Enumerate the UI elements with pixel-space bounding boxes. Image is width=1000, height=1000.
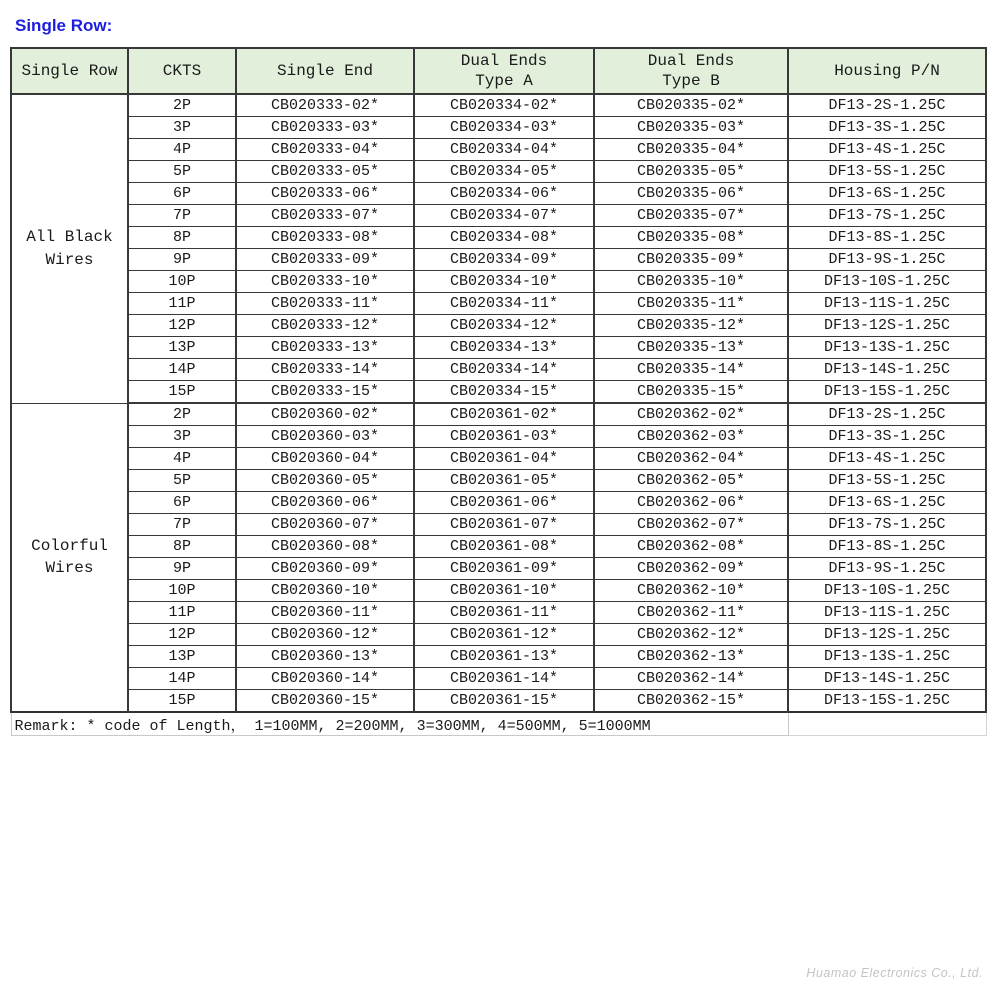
cell-dual-ends-type-b: CB020335-09* [594, 249, 788, 271]
col-header-single-end: Single End [236, 48, 414, 94]
table-row [11, 646, 986, 668]
table-row [11, 426, 986, 448]
cell-housing-pn: DF13-11S-1.25C [788, 293, 986, 315]
cell-housing-pn: DF13-10S-1.25C [788, 271, 986, 293]
table-row [11, 359, 986, 381]
cell-dual-ends-type-b: CB020362-09* [594, 558, 788, 580]
cell-dual-ends-type-b: CB020362-14* [594, 668, 788, 690]
cell-single-end: CB020333-08* [236, 227, 414, 249]
cell-housing-pn: DF13-4S-1.25C [788, 139, 986, 161]
section-label-line: Colorful [31, 536, 108, 555]
cell-housing-pn: DF13-13S-1.25C [788, 337, 986, 359]
cell-dual-ends-type-b: CB020335-12* [594, 315, 788, 337]
table-row [11, 536, 986, 558]
cell-ckts: 6P [128, 492, 236, 514]
cell-single-end: CB020333-11* [236, 293, 414, 315]
cell-housing-pn: DF13-12S-1.25C [788, 315, 986, 337]
cell-single-end: CB020333-13* [236, 337, 414, 359]
section-label-line: All Black [26, 228, 113, 247]
table-row [11, 558, 986, 580]
cell-ckts: 15P [128, 690, 236, 713]
cell-ckts: 14P [128, 359, 236, 381]
cell-single-end: CB020360-12* [236, 624, 414, 646]
table-row [11, 249, 986, 271]
cell-ckts: 10P [128, 580, 236, 602]
cell-dual-ends-type-a: CB020334-12* [414, 315, 594, 337]
remark-text: Remark: * code of Length， 1=100MM, 2=200MM, 3=300MM, 4=500MM, 5=1000MM [11, 712, 788, 736]
section-label-colorful-wires [11, 403, 128, 712]
cell-dual-ends-type-b: CB020362-11* [594, 602, 788, 624]
cell-dual-ends-type-b: CB020335-06* [594, 183, 788, 205]
cell-dual-ends-type-a: CB020361-09* [414, 558, 594, 580]
cell-single-end: CB020360-08* [236, 536, 414, 558]
col-header-line: Dual Ends [460, 52, 548, 70]
cell-single-end: CB020360-10* [236, 580, 414, 602]
cell-single-end: CB020333-06* [236, 183, 414, 205]
cell-dual-ends-type-b: CB020335-13* [594, 337, 788, 359]
table-row [11, 337, 986, 359]
cell-dual-ends-type-a: CB020361-04* [414, 448, 594, 470]
section-label-line: Wires [45, 559, 94, 578]
table-row [11, 580, 986, 602]
section-label-all-black-wires [11, 94, 128, 403]
cell-housing-pn: DF13-8S-1.25C [788, 536, 986, 558]
table-row [11, 271, 986, 293]
col-header-ckts: CKTS [128, 48, 236, 94]
cell-single-end: CB020360-04* [236, 448, 414, 470]
remark-row [11, 712, 986, 736]
cell-dual-ends-type-a: CB020361-03* [414, 426, 594, 448]
cell-ckts: 13P [128, 337, 236, 359]
cell-single-end: CB020333-09* [236, 249, 414, 271]
cell-dual-ends-type-b: CB020362-07* [594, 514, 788, 536]
cell-dual-ends-type-b: CB020335-11* [594, 293, 788, 315]
cell-dual-ends-type-b: CB020335-02* [594, 94, 788, 117]
cell-ckts: 7P [128, 205, 236, 227]
cell-housing-pn: DF13-8S-1.25C [788, 227, 986, 249]
cell-single-end: CB020333-02* [236, 94, 414, 117]
table-row [11, 470, 986, 492]
cell-ckts: 3P [128, 117, 236, 139]
cell-dual-ends-type-a: CB020334-11* [414, 293, 594, 315]
cell-ckts: 14P [128, 668, 236, 690]
cell-single-end: CB020333-14* [236, 359, 414, 381]
cell-dual-ends-type-a: CB020334-14* [414, 359, 594, 381]
cell-single-end: CB020360-03* [236, 426, 414, 448]
single-row-parts-table [10, 47, 987, 736]
cell-dual-ends-type-a: CB020334-09* [414, 249, 594, 271]
cell-ckts: 11P [128, 602, 236, 624]
cell-dual-ends-type-a: CB020361-02* [414, 403, 594, 426]
cell-dual-ends-type-b: CB020335-07* [594, 205, 788, 227]
cell-housing-pn: DF13-7S-1.25C [788, 205, 986, 227]
cell-single-end: CB020360-11* [236, 602, 414, 624]
company-watermark: Huamao Electronics Co., Ltd. [806, 966, 983, 980]
cell-ckts: 12P [128, 315, 236, 337]
cell-housing-pn: DF13-3S-1.25C [788, 117, 986, 139]
cell-dual-ends-type-b: CB020335-10* [594, 271, 788, 293]
cell-dual-ends-type-a: CB020334-08* [414, 227, 594, 249]
cell-dual-ends-type-b: CB020335-05* [594, 161, 788, 183]
col-header-dual-ends-type-a [414, 48, 594, 94]
cell-housing-pn: DF13-11S-1.25C [788, 602, 986, 624]
cell-dual-ends-type-a: CB020334-06* [414, 183, 594, 205]
cell-dual-ends-type-a: CB020334-04* [414, 139, 594, 161]
cell-ckts: 3P [128, 426, 236, 448]
table-row [11, 315, 986, 337]
cell-housing-pn: DF13-6S-1.25C [788, 492, 986, 514]
table-row [11, 293, 986, 315]
cell-ckts: 8P [128, 536, 236, 558]
cell-dual-ends-type-b: CB020362-04* [594, 448, 788, 470]
cell-dual-ends-type-a: CB020361-15* [414, 690, 594, 713]
cell-single-end: CB020360-07* [236, 514, 414, 536]
cell-dual-ends-type-a: CB020361-10* [414, 580, 594, 602]
cell-dual-ends-type-a: CB020334-15* [414, 381, 594, 404]
table-row [11, 403, 986, 426]
cell-dual-ends-type-b: CB020335-08* [594, 227, 788, 249]
cell-housing-pn: DF13-15S-1.25C [788, 381, 986, 404]
cell-single-end: CB020333-05* [236, 161, 414, 183]
cell-housing-pn: DF13-7S-1.25C [788, 514, 986, 536]
cell-housing-pn: DF13-5S-1.25C [788, 161, 986, 183]
cell-housing-pn: DF13-13S-1.25C [788, 646, 986, 668]
table-row [11, 624, 986, 646]
cell-housing-pn: DF13-3S-1.25C [788, 426, 986, 448]
col-header-line: Type B [662, 72, 720, 90]
cell-housing-pn: DF13-14S-1.25C [788, 359, 986, 381]
cell-single-end: CB020360-05* [236, 470, 414, 492]
cell-ckts: 15P [128, 381, 236, 404]
cell-ckts: 4P [128, 448, 236, 470]
table-row [11, 94, 986, 117]
cell-dual-ends-type-b: CB020362-03* [594, 426, 788, 448]
cell-ckts: 5P [128, 470, 236, 492]
cell-housing-pn: DF13-2S-1.25C [788, 94, 986, 117]
col-header-line: Type A [475, 72, 533, 90]
table-row [11, 205, 986, 227]
cell-single-end: CB020333-04* [236, 139, 414, 161]
table-row [11, 448, 986, 470]
cell-dual-ends-type-a: CB020334-03* [414, 117, 594, 139]
cell-ckts: 13P [128, 646, 236, 668]
table-row [11, 183, 986, 205]
table-row [11, 514, 986, 536]
cell-dual-ends-type-b: CB020362-05* [594, 470, 788, 492]
cell-dual-ends-type-a: CB020361-11* [414, 602, 594, 624]
cell-dual-ends-type-a: CB020334-05* [414, 161, 594, 183]
cell-dual-ends-type-a: CB020361-14* [414, 668, 594, 690]
cell-dual-ends-type-b: CB020362-06* [594, 492, 788, 514]
cell-dual-ends-type-a: CB020361-08* [414, 536, 594, 558]
cell-housing-pn: DF13-4S-1.25C [788, 448, 986, 470]
table-row [11, 161, 986, 183]
table-row [11, 668, 986, 690]
cell-dual-ends-type-b: CB020362-13* [594, 646, 788, 668]
cell-dual-ends-type-b: CB020362-02* [594, 403, 788, 426]
header-row [11, 48, 986, 94]
cell-dual-ends-type-b: CB020362-12* [594, 624, 788, 646]
cell-dual-ends-type-b: CB020362-08* [594, 536, 788, 558]
table-row [11, 381, 986, 404]
col-header-housing-pn: Housing P/N [788, 48, 986, 94]
cell-housing-pn: DF13-9S-1.25C [788, 249, 986, 271]
cell-single-end: CB020333-15* [236, 381, 414, 404]
table-row [11, 139, 986, 161]
cell-single-end: CB020360-14* [236, 668, 414, 690]
cell-ckts: 2P [128, 403, 236, 426]
cell-ckts: 6P [128, 183, 236, 205]
cell-dual-ends-type-b: CB020335-04* [594, 139, 788, 161]
cell-single-end: CB020360-09* [236, 558, 414, 580]
table-row [11, 227, 986, 249]
cell-dual-ends-type-b: CB020335-14* [594, 359, 788, 381]
cell-single-end: CB020360-06* [236, 492, 414, 514]
cell-ckts: 10P [128, 271, 236, 293]
cell-dual-ends-type-a: CB020361-07* [414, 514, 594, 536]
cell-single-end: CB020333-07* [236, 205, 414, 227]
table-row [11, 492, 986, 514]
cell-single-end: CB020360-02* [236, 403, 414, 426]
cell-dual-ends-type-b: CB020335-15* [594, 381, 788, 404]
col-header-dual-ends-type-b [594, 48, 788, 94]
cell-dual-ends-type-b: CB020362-15* [594, 690, 788, 713]
cell-dual-ends-type-a: CB020334-10* [414, 271, 594, 293]
cell-housing-pn: DF13-15S-1.25C [788, 690, 986, 713]
section-label-line: Wires [45, 250, 94, 269]
table-row [11, 690, 986, 713]
cell-ckts: 4P [128, 139, 236, 161]
cell-ckts: 5P [128, 161, 236, 183]
cell-housing-pn: DF13-2S-1.25C [788, 403, 986, 426]
cell-housing-pn: DF13-14S-1.25C [788, 668, 986, 690]
remark-empty-cell [788, 712, 986, 736]
cell-ckts: 7P [128, 514, 236, 536]
cell-dual-ends-type-a: CB020361-12* [414, 624, 594, 646]
cell-ckts: 2P [128, 94, 236, 117]
cell-dual-ends-type-b: CB020362-10* [594, 580, 788, 602]
cell-housing-pn: DF13-5S-1.25C [788, 470, 986, 492]
cell-housing-pn: DF13-6S-1.25C [788, 183, 986, 205]
cell-ckts: 11P [128, 293, 236, 315]
cell-dual-ends-type-a: CB020334-02* [414, 94, 594, 117]
cell-housing-pn: DF13-10S-1.25C [788, 580, 986, 602]
cell-ckts: 9P [128, 558, 236, 580]
col-header-single-row: Single Row [11, 48, 128, 94]
cell-ckts: 9P [128, 249, 236, 271]
cell-ckts: 8P [128, 227, 236, 249]
cell-dual-ends-type-a: CB020361-05* [414, 470, 594, 492]
table-row [11, 117, 986, 139]
cell-dual-ends-type-b: CB020335-03* [594, 117, 788, 139]
cell-single-end: CB020360-15* [236, 690, 414, 713]
cell-single-end: CB020360-13* [236, 646, 414, 668]
cell-single-end: CB020333-03* [236, 117, 414, 139]
page-title: Single Row: [15, 16, 113, 35]
cell-dual-ends-type-a: CB020361-13* [414, 646, 594, 668]
col-header-line: Dual Ends [647, 52, 735, 70]
cell-single-end: CB020333-12* [236, 315, 414, 337]
cell-dual-ends-type-a: CB020361-06* [414, 492, 594, 514]
cell-dual-ends-type-a: CB020334-07* [414, 205, 594, 227]
cell-housing-pn: DF13-9S-1.25C [788, 558, 986, 580]
cell-dual-ends-type-a: CB020334-13* [414, 337, 594, 359]
cell-single-end: CB020333-10* [236, 271, 414, 293]
cell-housing-pn: DF13-12S-1.25C [788, 624, 986, 646]
table-row [11, 602, 986, 624]
cell-ckts: 12P [128, 624, 236, 646]
